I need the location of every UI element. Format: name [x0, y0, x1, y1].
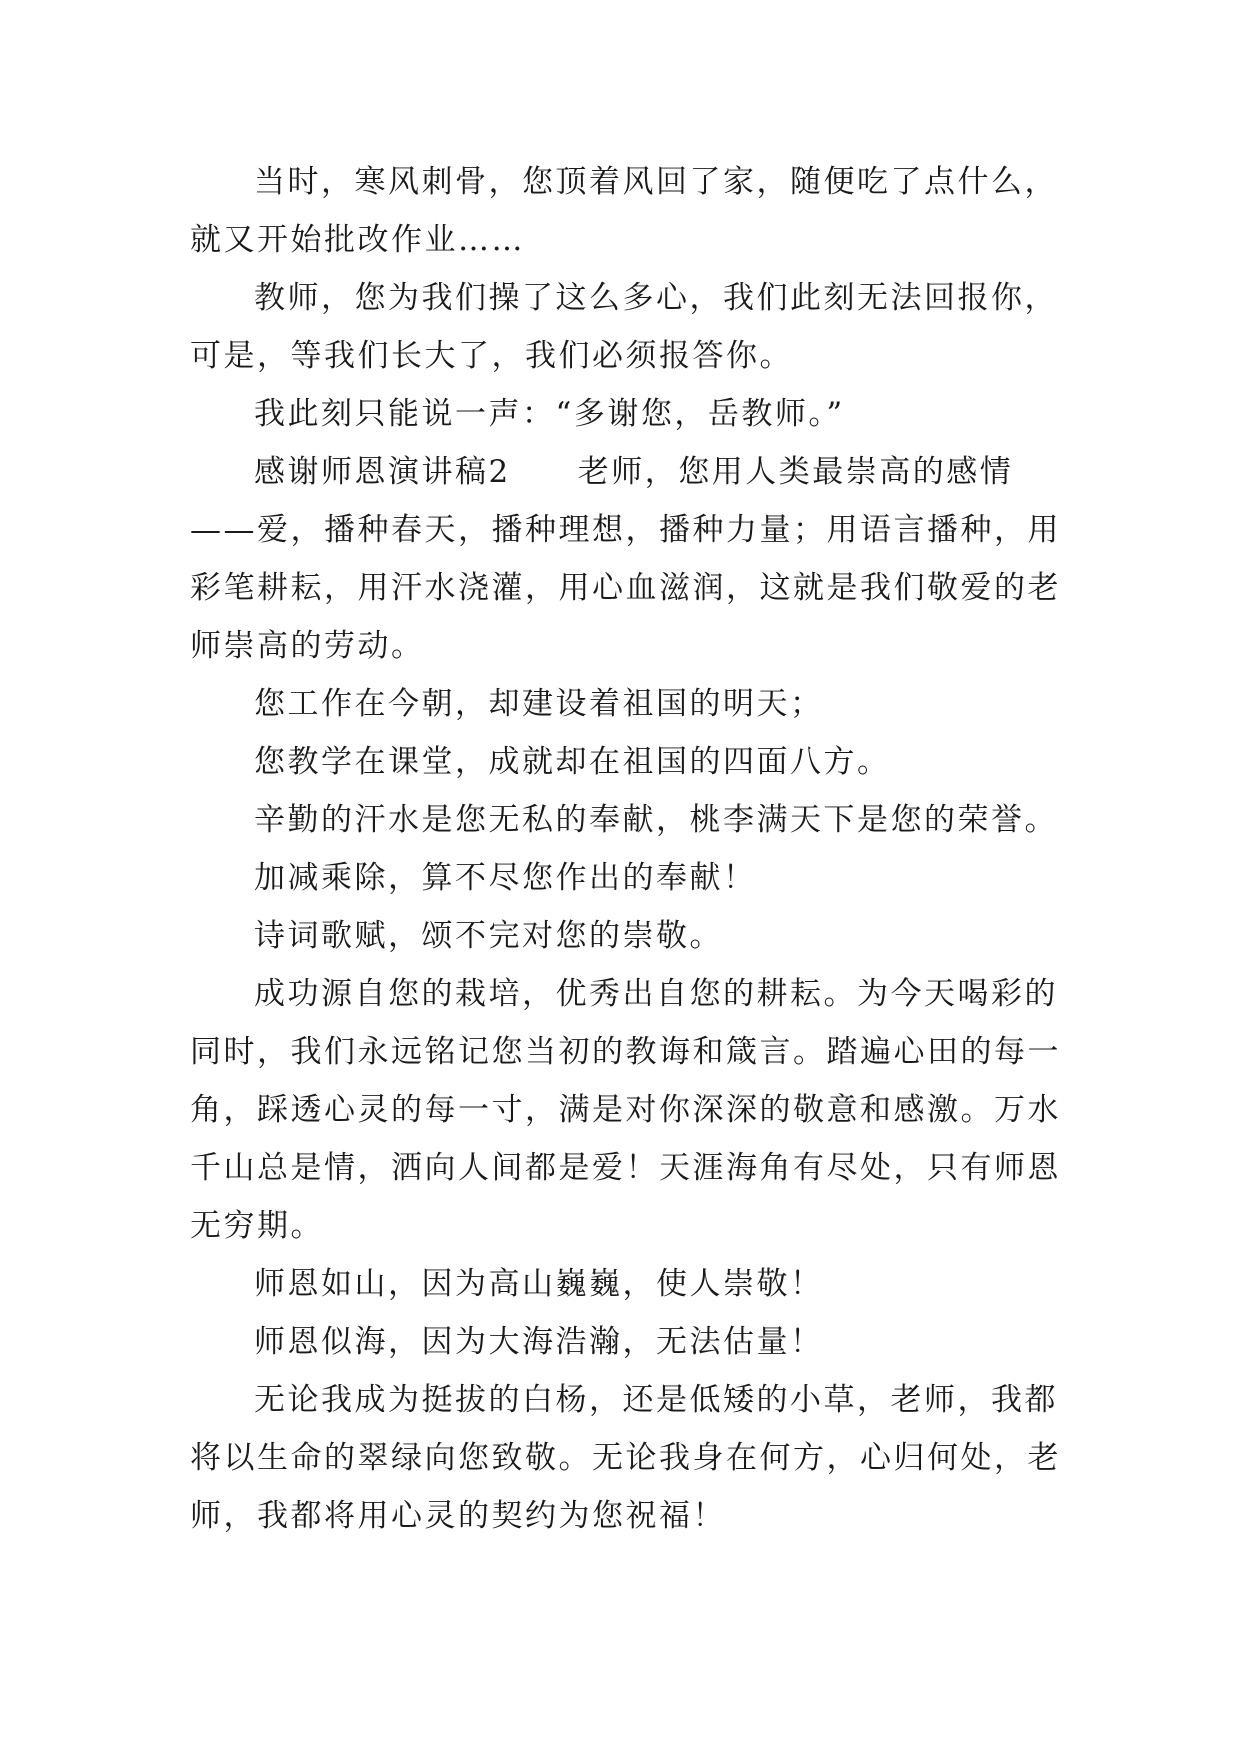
- text-line: 将以生命的翠绿向您致敬。无论我身在何方，心归何处，老: [190, 1440, 1061, 1476]
- text-line: 师，我都将用心灵的契约为您祝福！: [190, 1498, 726, 1534]
- text-line: 我此刻只能说一声：“多谢您，岳教师。”: [254, 396, 845, 432]
- text-line: 无穷期。: [190, 1208, 324, 1244]
- text-line: 就又开始批改作业……: [190, 222, 525, 258]
- text-line: 师恩如山，因为高山巍巍，使人崇敬！: [254, 1266, 824, 1302]
- text-line: 当时，寒风刺骨，您顶着风回了家，随便吃了点什么，: [254, 164, 1058, 200]
- text-line: 感谢师恩演讲稿2 老师，您用人类最崇高的感情: [254, 454, 1014, 490]
- text-line: 同时，我们永远铭记您当初的教诲和箴言。踏遍心田的每一: [190, 1034, 1061, 1070]
- text-line: 您工作在今朝，却建设着祖国的明天；: [254, 686, 824, 722]
- text-line: 彩笔耕耘，用汗水浇灌，用心血滋润，这就是我们敬爱的老: [190, 570, 1061, 606]
- text-line: 角，踩透心灵的每一寸，满是对你深深的敬意和感激。万水: [190, 1092, 1061, 1128]
- text-line: 无论我成为挺拔的白杨，还是低矮的小草，老师，我都: [254, 1382, 1058, 1418]
- text-line: 师崇高的劳动。: [190, 628, 425, 664]
- text-line: ——爱，播种春天，播种理想，播种力量；用语言播种，用: [190, 512, 1061, 548]
- text-line: 成功源自您的栽培，优秀出自您的耕耘。为今天喝彩的: [254, 976, 1058, 1012]
- text-line: 您教学在课堂，成就却在祖国的四面八方。: [254, 744, 891, 780]
- text-line: 师恩似海，因为大海浩瀚，无法估量！: [254, 1324, 824, 1360]
- text-line: 辛勤的汗水是您无私的奉献，桃李满天下是您的荣誉。: [254, 802, 1058, 838]
- text-line: 可是，等我们长大了，我们必须报答你。: [190, 338, 793, 374]
- text-line: 诗词歌赋，颂不完对您的崇敬。: [254, 918, 723, 954]
- text-line: 千山总是情，洒向人间都是爱！天涯海角有尽处，只有师恩: [190, 1150, 1061, 1186]
- text-line: 加减乘除，算不尽您作出的奉献！: [254, 860, 757, 896]
- text-line: 教师，您为我们操了这么多心，我们此刻无法回报你，: [254, 280, 1058, 316]
